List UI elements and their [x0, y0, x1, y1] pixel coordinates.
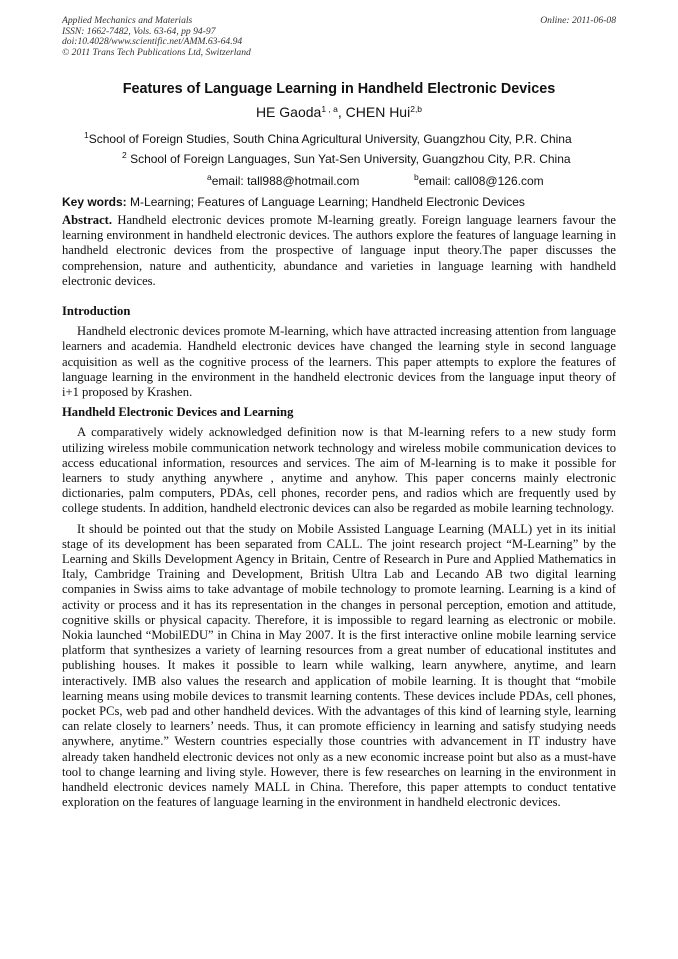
- abstract-label: Abstract.: [62, 213, 113, 227]
- author-2-sup: 2,b: [410, 104, 423, 114]
- copyright: © 2011 Trans Tech Publications Ltd, Switzerland: [62, 46, 251, 58]
- online-date: Online: 2011-06-08: [540, 15, 616, 26]
- affiliation-2-sup: 2: [122, 150, 127, 160]
- author-separator: ,: [337, 104, 346, 120]
- authors: [62, 104, 616, 120]
- main-body: [62, 301, 616, 816]
- email-b-sup: b: [414, 172, 419, 182]
- abstract-paragraph: [62, 213, 616, 289]
- emails: [207, 174, 544, 188]
- keywords-label: Key words:: [62, 195, 127, 209]
- handheld-paragraph-2: It should be pointed out that the study on Mobile Assisted Language Learning (MALL) yet in its initial stage of its development has been separated from CALL. The joint research project “M-Learning” by the Learning and Skills Development Agency in Britain, Centre of Research in Pure and Applied Mathematics in Italy, Cambridge Training and Development, British Ultra Lab and Lecando AB two digital learning companies in Swiss aims to take advantage of mobile technology to promote learning. Learning is a kind of activity or process and it has its representation in the changes in personal perception, emotion and attitude, cognitive skills or physical capacity. Therefore, it is impossible to regard learning as electronic or mobile. Nokia launched “MobilEDU” in China in May 2007. It is the first interactive online mobile learning service platform that synthesizes a variety of learning resources from a great number of educational institutes and publishing houses. It makes it possible to learn while walking, learn anywhere, anytime, and learn interactively. IMB also values the research and application of mobile learning. It is thought that “mobile learning means using mobile devices to transmit learning contents. These devices include PDAs, cell phones, pocket PCs, web pad and other handheld devices. With the advantages of this kind of learning style, learning can relate closely to learners’ needs. Thus, it can promote efficiency in learning and satisfy studying needs anywhere, anytime.” Western countries especially those countries with advancement in IT industry have already taken handheld electronic devices not only as a new economic increase point but also as a must-have tool to change learning and living style. However, there is few researches on learning in the environment in handheld electronic devices namely MALL in China. Therefore, this paper attempts to conduct tentative exploration on the features of language learning in the environment in handheld electronic devices.: [62, 521, 616, 810]
- author-1-sup: 1 , a: [321, 104, 338, 114]
- handheld-paragraph-1: A comparatively widely acknowledged definition now is that M-learning refers to a new study form utilizing wireless mobile communication network technology and wireless mobile communication devices to access educational information, resources and services. The aim of M-learning is to make it possible for learners to study anything anywhere , anytime and anyhow. This paper concerns mainly electronic dictionaries, palm computers, PDAs, cell phones, recorder pens, and radios which are frequently used by college students. In addition, handheld electronic devices can also be regarded as mobile learning technology.: [62, 425, 616, 516]
- intro-paragraph-1: Handheld electronic devices promote M-learning, which have attracted increasing attention from language learners and academia. Handheld electronic devices have changed the learning style in second language acquisition as well as the cognitive process of the learners. This paper attempts to explore the features of language learning in the environment in the handheld electronic devices from the language input theory of i+1 proposed by Krashen.: [62, 324, 616, 400]
- abstract-text: Handheld electronic devices promote M-learning greatly. Foreign language learners favour the learning environment in handheld electronic devices. The authors explore the features of language learning in handheld electronic devices from the prospective of language input theory.The paper discusses the comprehension, nature and authenticity, abundance and varieties in language learning with handheld electronic devices.: [62, 213, 616, 288]
- affiliation-1-sup: 1: [84, 130, 89, 140]
- keywords: [62, 195, 616, 209]
- affiliation-2: [122, 152, 571, 166]
- affiliation-1: [84, 132, 572, 146]
- keywords-text: M-Learning; Features of Language Learning; Handheld Electronic Devices: [130, 195, 525, 209]
- issn: ISSN: 1662-7482, Vols. 63-64, pp 94-97: [62, 25, 216, 37]
- email-a: email: tall988@hotmail.com: [211, 174, 360, 188]
- section-heading-introduction: Introduction: [62, 304, 131, 318]
- section-heading-handheld: Handheld Electronic Devices and Learning: [62, 405, 294, 420]
- journal-name: Applied Mechanics and Materials: [62, 15, 193, 26]
- paper-title: Features of Language Learning in Handheld Electronic Devices: [122, 81, 556, 97]
- journal-header: [62, 16, 616, 58]
- affiliation-1-text: School of Foreign Studies, South China Agricultural University, Guangzhou City, P.R. China: [88, 132, 572, 146]
- abstract: [62, 213, 616, 294]
- affiliation-2-text: School of Foreign Languages, Sun Yat-Sen University, Guangzhou City, P.R. China: [130, 152, 571, 166]
- author-1: HE Gaoda: [255, 104, 322, 120]
- email-a-sup: a: [207, 172, 212, 182]
- email-b: email: call08@126.com: [418, 174, 544, 188]
- doi: doi:10.4028/www.scientific.net/AMM.63-64.94: [62, 36, 243, 48]
- author-2: CHEN Hui: [345, 104, 411, 120]
